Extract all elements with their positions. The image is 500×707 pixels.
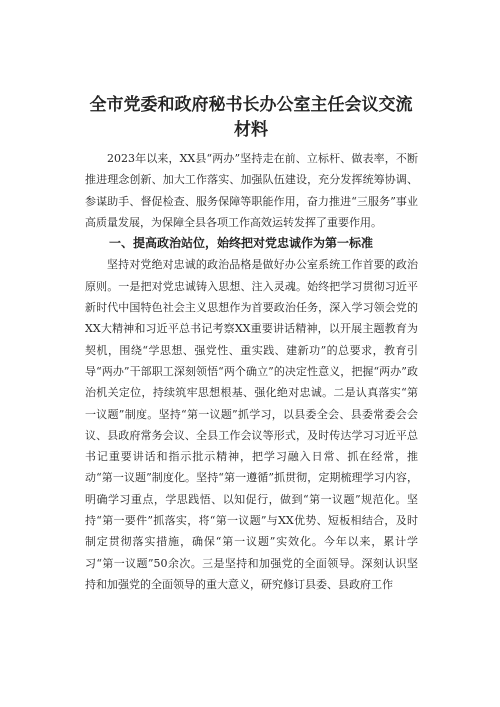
section-paragraph: 坚持对党绝对忠诚的政治品格是做好办公室系统工作首要的政治原则。一是把对党忠诚铸入思想、注入灵魂。始终把学习贯彻习近平新时代中国特色社会主义思想作为首要政治任务，深入学习领会党的XX大精神和习近平总书记考察XX重要讲话精神，以开展主题教育为契机，围绕“学思想、强党性、重实践、建新功”的总要求，教育引导“两办”干部职工深刻领悟“两个确立”的决定性意义，把握“两办”政治机关定位，持续筑牢思想根基、强化绝对忠诚。二是认真落实“第一议题”制度。坚持“第一议题”抓学习，以县委全会、县委常委会会议、县政府常务会议、全县工作会议等形式，及时传达学习习近平总书记重要讲话和指示批示精神，把学习融入日常、抓在经常，推动“第一议题”制度化。坚持“第一遵循”抓贯彻，定期梳理学习内容，明确学习重点，学思践悟、以知促行，做到“第一议题”规范化。坚持“第一要件”抓落实，将“第一议题”与XX优势、短板相结合，及时制定贯彻落实措施，确保“第一议题”实效化。今年以来，累计学习“第一议题”50余次。三是坚持和加强党的全面领导。深刻认识坚持和加强党的全面领导的重大意义，研究修订县委、县政府工作 (85, 258, 418, 591)
intro-paragraph: 2023年以来，XX县“两办”坚持走在前、立标杆、做表率，不断推进理念创新、加大工作落实、加强队伍建设，充分发挥统筹协调、参谋助手、督促检查、服务保障等职能作用，奋力推进“三服务”事业高质量发展，为保障全县各项工作高效运转发挥了重要作用。 (85, 152, 418, 229)
document-body (85, 148, 418, 595)
section-heading: 一、提高政治站位，始终把对党忠诚作为第一标准 (109, 236, 374, 251)
document-title: 全市党委和政府秘书长办公室主任会议交流材料 (89, 95, 413, 140)
